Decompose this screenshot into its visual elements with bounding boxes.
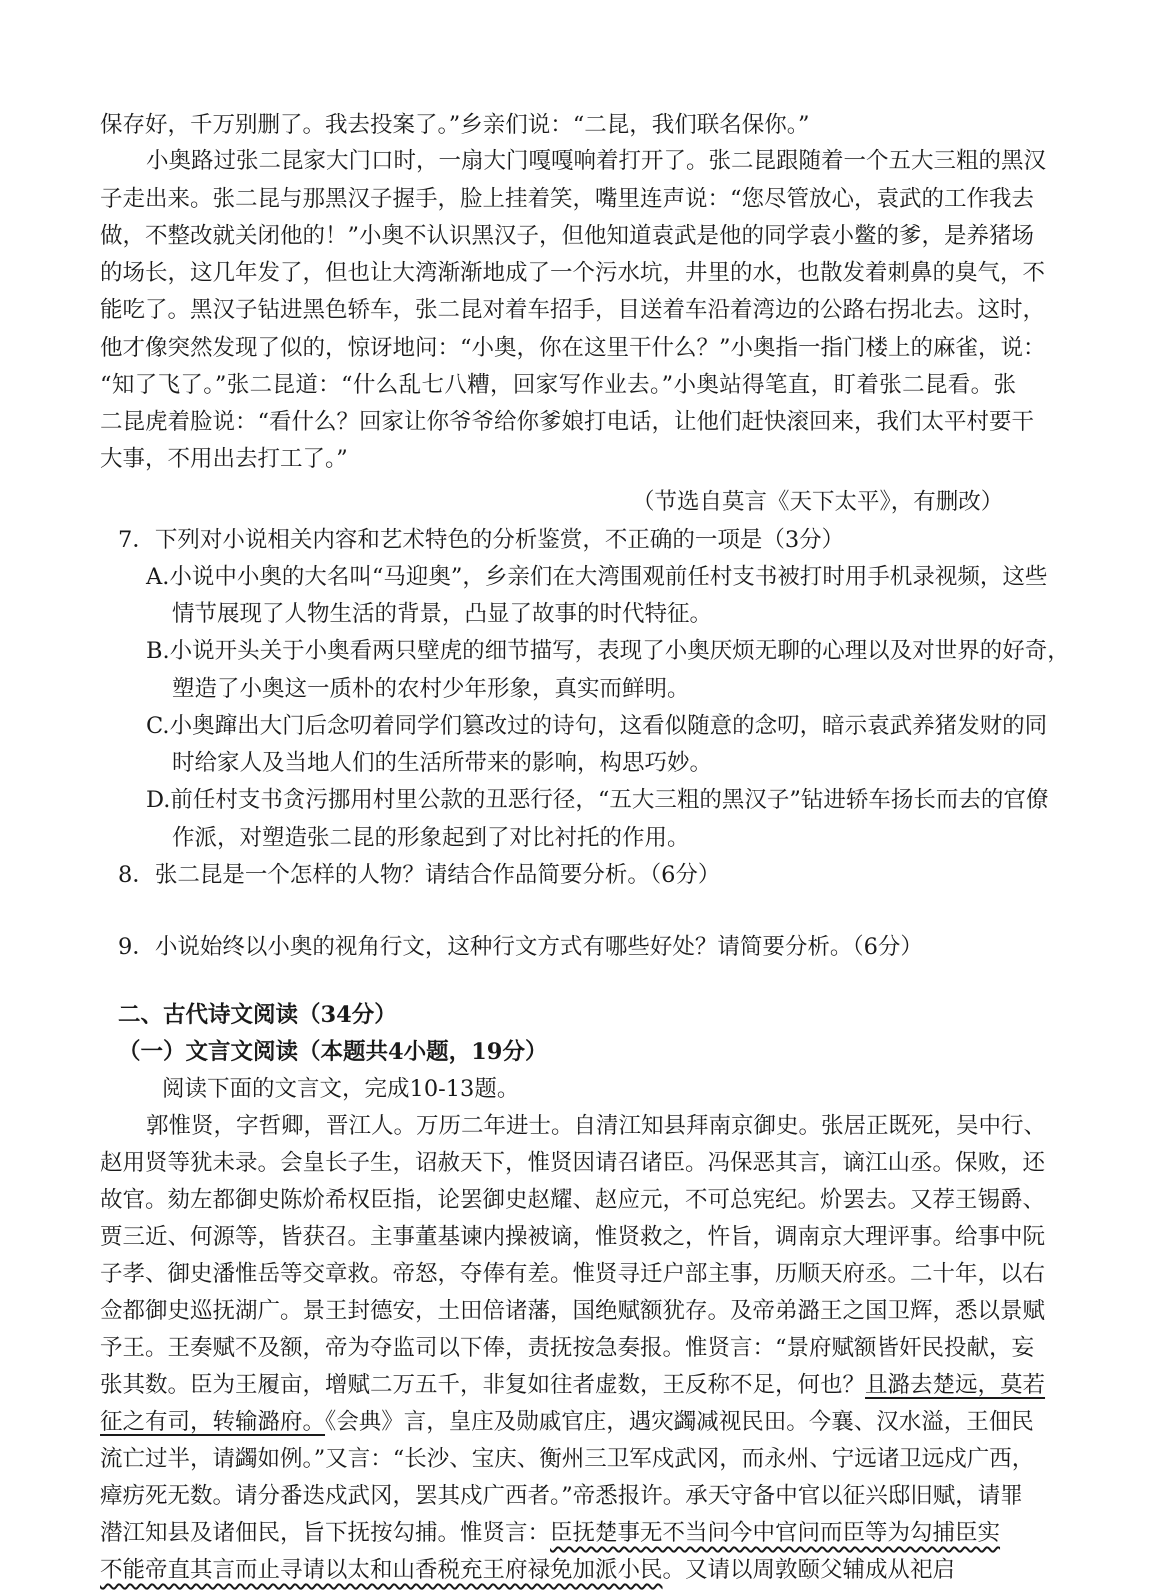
question-7-option-d-cont: 作派，对塑造张二昆的形象起到了对比衬托的作用。 (172, 825, 690, 851)
section-subtitle: （一）文言文阅读（本题共4小题，19分） (118, 1039, 548, 1065)
classical-line: 佥都御史巡抚湖广。景王封德安，土田倍诸藩，国绝赋额犹存。及帝弟潞王之国卫辉，悉以景赋 (100, 1298, 1046, 1324)
classical-line: 贾三近、何源等，皆获召。主事董基谏内操被谪，惟贤救之，忤旨，调南京大理评事。给事中阮 (100, 1224, 1046, 1250)
classical-line: 郭惟贤，字哲卿，晋江人。万历二年进士。自清江知县拜南京御史。张居正既死，吴中行、 (146, 1113, 1047, 1139)
classical-line: 赵用贤等犹未录。会皇长子生，诏赦天下，惟贤因请召诸臣。冯保恶其言，谪江山丞。保败，还 (100, 1150, 1046, 1176)
question-7-option-b: B.小说开头关于小奥看两只壁虎的细节描写，表现了小奥厌烦无聊的心理以及对世界的好奇， (146, 638, 1070, 664)
classical-line (100, 1407, 1034, 1437)
story-line: 做，不整改就关闭他的！”小奥不认识黑汉子，但他知道袁武是他的同学袁小鳖的爹，是养猪场 (100, 223, 1035, 249)
story-line: 他才像突然发现了似的，惊讶地问：“小奥，你在这里干什么？”小奥指一指门楼上的麻雀，说： (100, 335, 1046, 361)
classical-line: 故官。劾左都御史陈炌希权臣指，论罢御史赵耀、赵应元，不可总宪纪。炌罢去。又荐王锡爵、 (100, 1187, 1046, 1213)
section-instruction: 阅读下面的文言文，完成10-13题。 (162, 1076, 520, 1102)
wavy-underlined-passage: 不能帝直其言而止寻请以太和山香税充王府禄免加派小民 (100, 1557, 663, 1583)
question-7-stem: 7．下列对小说相关内容和艺术特色的分析鉴赏，不正确的一项是（3分） (118, 527, 845, 553)
story-line: 保存好，千万别删了。我去投案了。”乡亲们说：“二昆，我们联名保你。” (100, 112, 810, 138)
story-line: 能吃了。黑汉子钻进黑色轿车，张二昆对着车招手，目送着车沿着湾边的公路右拐北去。这时， (100, 297, 1046, 323)
classical-line: 子孝、御史潘惟岳等交章救。帝怒，夺俸有差。惟贤寻迁户部主事，历顺天府丞。二十年，以右 (100, 1261, 1046, 1287)
story-line: 子走出来。张二昆与那黑汉子握手，脸上挂着笑，嘴里连声说：“您尽管放心，袁武的工作我去 (100, 186, 1035, 212)
question-7-option-c: C.小奥蹿出大门后念叨着同学们篡改过的诗句，这看似随意的念叨，暗示袁武养猪发财的同 (146, 713, 1048, 739)
section-title: 二、古代诗文阅读（34分） (118, 1002, 397, 1028)
story-source: （节选自莫言《天下太平》，有删改） (632, 489, 1004, 515)
question-7-option-d: D.前任村支书贪污挪用村里公款的丑恶行径，“五大三粗的黑汉子”钻进轿车扬长而去的官僚 (146, 787, 1049, 813)
classical-text: 《会典》言，皇庄及勋戚官庄，遇灾蠲减视民田。今襄、汉水溢，王佃民 (325, 1409, 1034, 1435)
classical-line: 瘴疠死无数。请分番迭戍武冈，罢其戍广西者。”帝悉报许。承天守备中官以征兴邸旧赋，请罪 (100, 1483, 1023, 1509)
question-9: 9．小说始终以小奥的视角行文，这种行文方式有哪些好处？请简要分析。（6分） (118, 934, 923, 960)
question-7-option-b-cont: 塑造了小奥这一质朴的农村少年形象，真实而鲜明。 (172, 676, 690, 702)
classical-line: 流亡过半，请蠲如例。”又言：“长沙、宝庆、衡州三卫军戍武冈，而永州、宁远诸卫远戍广西， (100, 1446, 1035, 1472)
classical-text: 潜江知县及诸佃民，旨下抚按勾捕。惟贤言： (100, 1520, 551, 1546)
classical-line (100, 1518, 1016, 1548)
question-8: 8．张二昆是一个怎样的人物？请结合作品简要分析。（6分） (118, 862, 721, 888)
story-line: 的场长，这几年发了，但也让大湾渐渐地成了一个污水坑，井里的水，也散发着刺鼻的臭气，不 (100, 260, 1046, 286)
question-7-option-c-cont: 时给家人及当地人们的生活所带来的影响，构思巧妙。 (172, 750, 713, 776)
wavy-underlined-passage: 臣抚楚事无不当问今中官问而臣等为勾捕臣实 (550, 1520, 1001, 1546)
question-7-option-a-cont: 情节展现了人物生活的背景，凸显了故事的时代特征。 (172, 601, 713, 627)
classical-line (100, 1555, 1016, 1585)
underlined-sentence: 征之有司，转输潞府。 (100, 1409, 326, 1435)
story-line: 小奥路过张二昆家大门口时，一扇大门嘎嘎响着打开了。张二昆跟随着一个五大三粗的黑汉 (146, 148, 1047, 174)
question-7-option-a: A.小说中小奥的大名叫“马迎奥”，乡亲们在大湾围观前任村支书被打时用手机录视频，这些 (146, 564, 1048, 590)
underlined-sentence: 且潞去楚远，莫若 (865, 1372, 1046, 1398)
story-line: 二昆虎着脸说：“看什么？回家让你爷爷给你爹娘打电话，让他们赶快滚回来，我们太平村要干 (100, 409, 1035, 435)
classical-line: 予王。王奏赋不及额，帝为夺监司以下俸，责抚按急奏报。惟贤言：“景府赋额皆奸民投献，妄 (100, 1335, 1035, 1361)
classical-text: 。又请以周敦颐父辅成从祀启 (662, 1557, 956, 1583)
story-line: “知了飞了。”张二昆道：“什么乱七八糟，回家写作业去。”小奥站得笔直，盯着张二昆看。张 (100, 372, 1016, 398)
story-line: 大事，不用出去打工了。” (100, 446, 348, 472)
classical-line (100, 1370, 1046, 1400)
classical-text: 张其数。臣为王履亩，增赋二万五千，非复如往者虚数，王反称不足，何也？ (100, 1372, 866, 1398)
